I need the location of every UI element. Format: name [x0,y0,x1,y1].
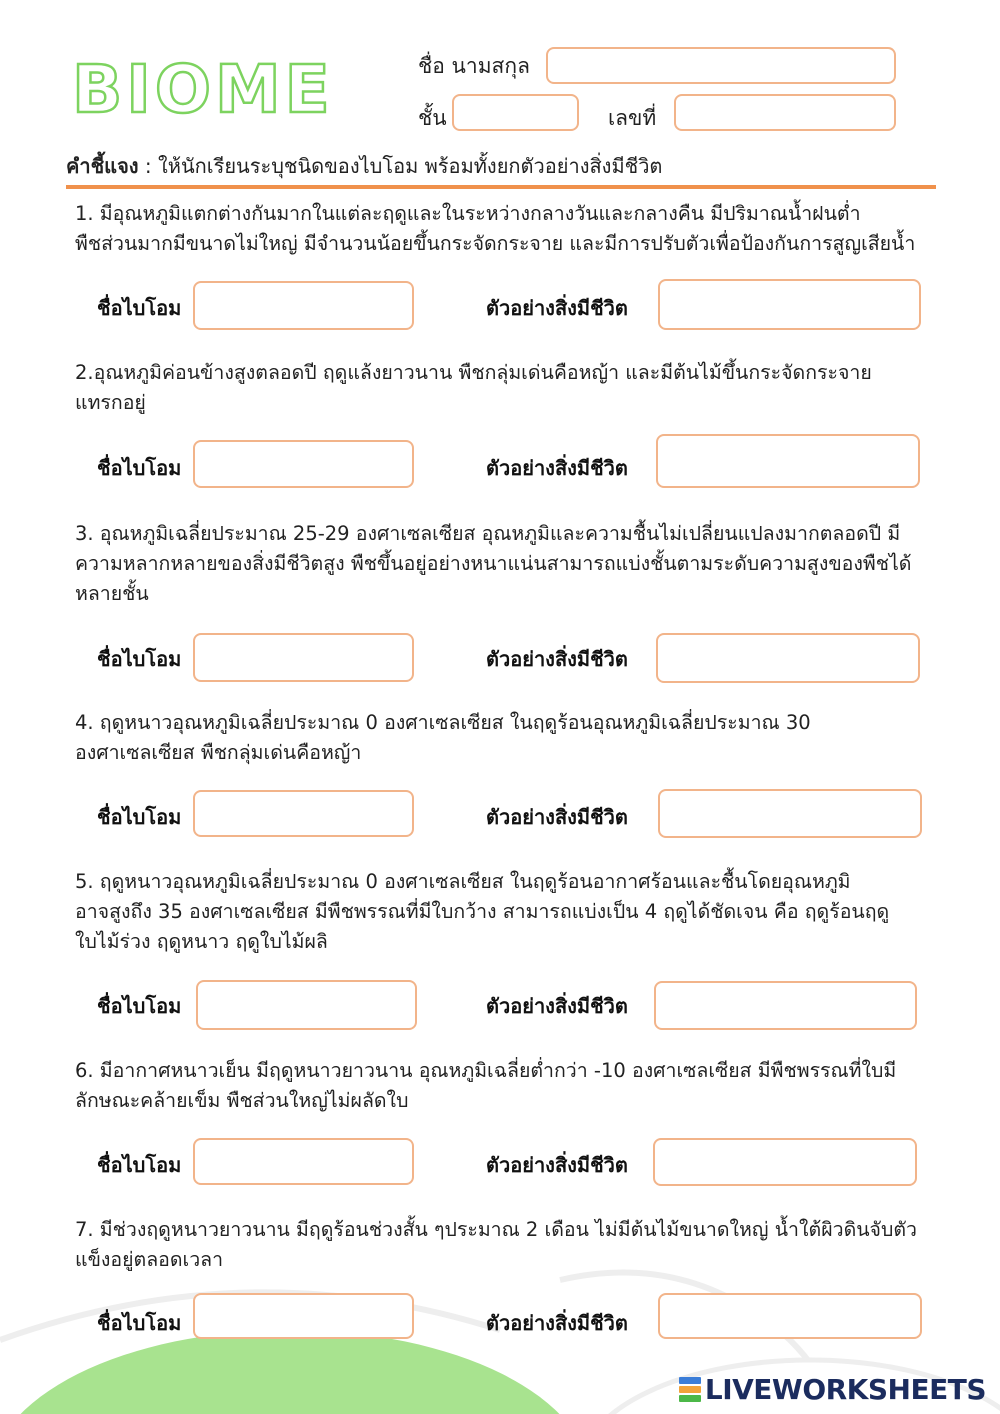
question-7 [75,1215,925,1275]
biome-label: ชื่อไบโอม [97,994,182,1018]
brand-text: LIVEWORKSHEETS [704,1373,986,1406]
question-line: ลักษณะคล้ายเข็ม พืชส่วนใหญ่ไม่ผลัดใบ [75,1089,409,1112]
question-1 [75,199,925,259]
question-line: องศาเซลเซียส พืชกลุ่มเด่นคือหญ้า [75,741,362,764]
question-line: 3. อุณหภูมิเฉลี่ยประมาณ 25-29 องศาเซลเซียส อุณหภูมิและความชื้นไม่เปลี่ยนแปลงมากตลอดปี มี [75,522,901,545]
class-label: ชั้น [418,106,447,130]
question-5 [75,867,925,957]
example-label: ตัวอย่างสิ่งมีชีวิต [486,647,628,671]
biome-answer-4[interactable] [193,790,414,837]
liveworksheets-icon [679,1376,701,1403]
question-line: พืชส่วนมากมีขนาดไม่ใหญ่ มีจำนวนน้อยขึ้นกระจัดกระจาย และมีการปรับตัวเพื่อป้องกันการสูญเสียน้ำ [75,232,916,255]
example-answer-5[interactable] [654,981,917,1030]
instruction-text: : ให้นักเรียนระบุชนิดของไบโอม พร้อมทั้งยกตัวอย่างสิ่งมีชีวิต [138,154,663,178]
biome-answer-3[interactable] [193,633,414,682]
question-4 [75,708,925,768]
example-label: ตัวอย่างสิ่งมีชีวิต [486,1153,628,1177]
example-label: ตัวอย่างสิ่งมีชีวิต [486,1311,628,1335]
example-answer-6[interactable] [653,1138,917,1186]
example-answer-2[interactable] [656,434,920,488]
question-line: 1. มีอุณหภูมิแตกต่างกันมากในแต่ละฤดูและในระหว่างกลางวันและกลางคืน มีปริมาณน้ำฝนต่ำ [75,202,861,225]
instruction [66,152,662,180]
biome-label: ชื่อไบโอม [97,296,182,320]
question-line: 4. ฤดูหนาวอุณหภูมิเฉลี่ยประมาณ 0 องศาเซลเซียส ในฤดูร้อนอุณหภูมิเฉลี่ยประมาณ 30 [75,711,811,734]
name-field[interactable] [546,47,896,84]
example-answer-3[interactable] [656,633,920,683]
biome-answer-2[interactable] [193,440,414,488]
question-line: แข็งอยู่ตลอดเวลา [75,1248,224,1271]
example-answer-7[interactable] [658,1293,922,1339]
biome-label: ชื่อไบโอม [97,647,182,671]
class-field[interactable] [452,94,579,131]
number-field[interactable] [674,94,896,131]
example-answer-1[interactable] [658,279,921,330]
number-label: เลขที่ [608,106,657,130]
example-label: ตัวอย่างสิ่งมีชีวิต [486,805,628,829]
biome-label: ชื่อไบโอม [97,1153,182,1177]
question-line: 5. ฤดูหนาวอุณหภูมิเฉลี่ยประมาณ 0 องศาเซลเซียส ในฤดูร้อนอากาศร้อนและชื้นโดยอุณหภูมิ [75,870,851,893]
biome-answer-5[interactable] [196,980,417,1030]
question-line: แทรกอยู่ [75,391,146,414]
example-label: ตัวอย่างสิ่งมีชีวิต [486,994,628,1018]
question-line: ความหลากหลายของสิ่งมีชีวิตสูง พืชขึ้นอยู่อย่างหนาแน่นสามารถแบ่งชั้นตามระดับความสูงของพืชได้ [75,552,912,575]
biome-answer-6[interactable] [193,1138,414,1185]
biome-label: ชื่อไบโอม [97,456,182,480]
question-3 [75,519,925,609]
question-line: หลายชั้น [75,582,149,605]
question-2 [75,358,925,418]
question-line: 7. มีช่วงฤดูหนาวยาวนาน มีฤดูร้อนช่วงสั้น ๆประมาณ 2 เดือน ไม่มีต้นไม้ขนาดใหญ่ น้ำใต้ผิวดินจับตัว [75,1218,917,1241]
instruction-label: คำชี้แจง [66,154,139,178]
example-label: ตัวอย่างสิ่งมีชีวิต [486,296,628,320]
liveworksheets-logo[interactable] [679,1373,986,1406]
biome-answer-1[interactable] [193,281,414,330]
biome-label: ชื่อไบโอม [97,1311,182,1335]
question-6 [75,1056,925,1116]
worksheet-title: BIOME [72,51,334,128]
question-line: 2.อุณหภูมิค่อนข้างสูงตลอดปี ฤดูแล้งยาวนาน พืชกลุ่มเด่นคือหญ้า และมีต้นไม้ขึ้นกระจัดกระจาย [75,361,872,384]
biome-answer-7[interactable] [193,1293,414,1339]
divider [66,185,936,189]
name-label: ชื่อ นามสกุล [418,54,530,78]
question-line: 6. มีอากาศหนาวเย็น มีฤดูหนาวยาวนาน อุณหภูมิเฉลี่ยต่ำกว่า -10 องศาเซลเซียส มีพืชพรรณที่ใบมี [75,1059,897,1082]
question-line: ใบไม้ร่วง ฤดูหนาว ฤดูใบไม้ผลิ [75,930,328,953]
example-label: ตัวอย่างสิ่งมีชีวิต [486,456,628,480]
biome-label: ชื่อไบโอม [97,805,182,829]
question-line: อาจสูงถึง 35 องศาเซลเซียส มีพืชพรรณที่มีใบกว้าง สามารถแบ่งเป็น 4 ฤดูได้ชัดเจน คือ ฤดูร้อนฤดู [75,900,890,923]
example-answer-4[interactable] [658,789,922,838]
